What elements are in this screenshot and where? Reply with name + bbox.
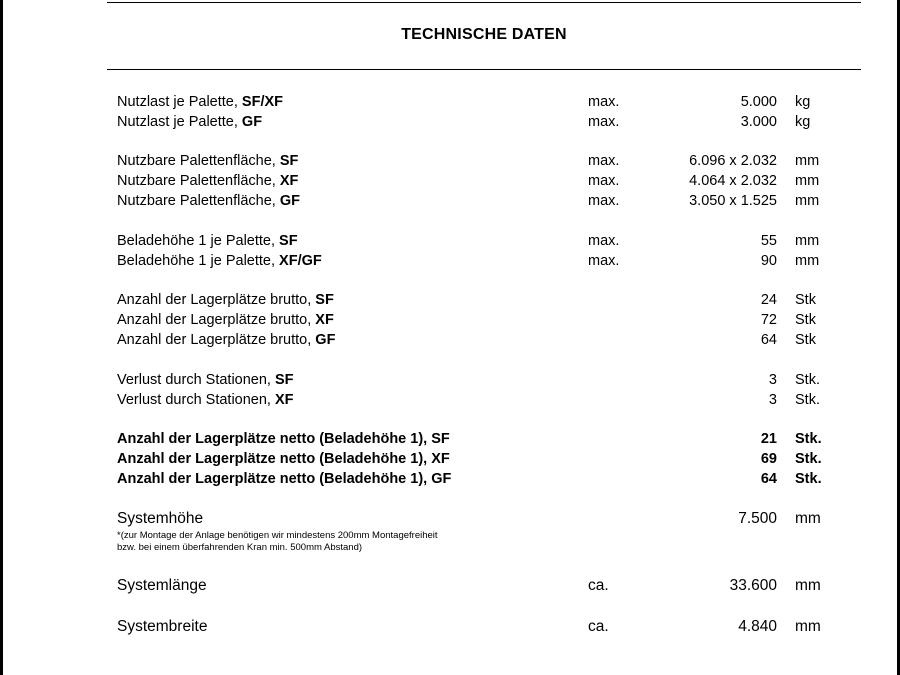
spec-value: 7.500 (738, 510, 777, 527)
spec-value: 55 (760, 233, 777, 249)
spec-qualifier: max. (588, 253, 620, 269)
spec-value: 33.600 (729, 577, 777, 594)
spec-unit: Stk. (795, 471, 822, 487)
spec-value: 3 (768, 392, 777, 408)
spec-row-nutzlast-sfxf (0, 92, 900, 112)
spec-label: Nutzbare Palettenfläche, XF (117, 173, 299, 189)
spec-value: 5.000 (740, 94, 777, 110)
spec-label: Nutzbare Palettenfläche, GF (117, 193, 300, 209)
spec-label: Anzahl der Lagerplätze brutto, SF (117, 292, 334, 308)
spec-row-brutto-sf (0, 290, 900, 310)
spec-unit: Stk (795, 332, 816, 348)
spec-unit: Stk. (795, 372, 820, 388)
spec-value: 3.050 x 1.525 (689, 193, 777, 209)
spec-unit: kg (795, 94, 811, 110)
spec-qualifier: max. (588, 173, 620, 189)
spec-label: Nutzbare Palettenfläche, SF (117, 153, 299, 169)
spec-row-netto-sf (0, 429, 900, 449)
spec-label: Nutzlast je Palette, GF (117, 114, 263, 130)
spec-value: 90 (760, 253, 777, 269)
spec-label: Anzahl der Lagerplätze brutto, GF (117, 332, 336, 348)
spec-label: Verlust durch Stationen, SF (117, 372, 294, 388)
spec-value: 21 (760, 431, 777, 447)
spec-unit: mm (795, 253, 820, 269)
spec-row-flaeche-sf (0, 151, 900, 171)
spec-row-systembreite (0, 617, 900, 637)
spec-unit: mm (795, 577, 821, 594)
spec-label: Anzahl der Lagerplätze brutto, XF (117, 312, 334, 328)
spec-row-brutto-gf (0, 330, 900, 350)
spec-label: Verlust durch Stationen, XF (117, 392, 294, 408)
spec-unit: Stk (795, 292, 816, 308)
spec-unit: Stk. (795, 451, 822, 467)
spec-unit: mm (795, 510, 821, 527)
footnote-line-2: bzw. bei einem überfahrenden Kran min. 500mm Abstand) (117, 542, 363, 553)
spec-unit: mm (795, 173, 820, 189)
spec-value: 64 (760, 332, 777, 348)
spec-qualifier: ca. (588, 577, 609, 594)
spec-row-beladehoehe-xfgf (0, 251, 900, 271)
spec-qualifier: ca. (588, 618, 609, 635)
spec-unit: kg (795, 114, 811, 130)
title-underline (107, 69, 861, 70)
spec-row-nutzlast-gf (0, 112, 900, 132)
spec-row-flaeche-gf (0, 191, 900, 211)
spec-value: 6.096 x 2.032 (689, 153, 777, 169)
spec-label: Anzahl der Lagerplätze netto (Beladehöhe 1), GF (117, 471, 452, 487)
spec-row-systemhoehe (0, 509, 900, 529)
spec-value: 3 (768, 372, 777, 388)
spec-unit: mm (795, 153, 820, 169)
spec-row-systemlaenge (0, 576, 900, 596)
spec-value: 72 (760, 312, 777, 328)
spec-value: 69 (760, 451, 777, 467)
spec-qualifier: max. (588, 233, 620, 249)
spec-value: 4.840 (738, 618, 777, 635)
spec-label: Anzahl der Lagerplätze netto (Beladehöhe 1), XF (117, 451, 450, 467)
spec-qualifier: max. (588, 193, 620, 209)
page-title: TECHNISCHE DATEN (401, 26, 567, 43)
spec-qualifier: max. (588, 114, 620, 130)
spec-qualifier: max. (588, 153, 620, 169)
spec-value: 3.000 (740, 114, 777, 130)
spec-row-netto-xf (0, 449, 900, 469)
spec-qualifier: max. (588, 94, 620, 110)
spec-unit: Stk (795, 312, 816, 328)
spec-label: Beladehöhe 1 je Palette, SF (117, 233, 298, 249)
spec-row-netto-gf (0, 469, 900, 489)
top-rule (107, 2, 861, 3)
spec-row-brutto-xf (0, 310, 900, 330)
spec-unit: Stk. (795, 392, 820, 408)
spec-label: Anzahl der Lagerplätze netto (Beladehöhe 1), SF (117, 431, 450, 447)
spec-unit: Stk. (795, 431, 822, 447)
spec-unit: mm (795, 233, 820, 249)
spec-row-flaeche-xf (0, 171, 900, 191)
spec-row-beladehoehe-sf (0, 231, 900, 251)
spec-row-verlust-xf (0, 390, 900, 410)
spec-label: Systembreite (117, 618, 208, 635)
spec-value: 24 (760, 292, 777, 308)
spec-label: Systemhöhe (117, 510, 204, 527)
spec-value: 4.064 x 2.032 (689, 173, 777, 189)
spec-label: Nutzlast je Palette, SF/XF (117, 94, 284, 110)
spec-label: Beladehöhe 1 je Palette, XF/GF (117, 253, 322, 269)
spec-unit: mm (795, 618, 821, 635)
spec-row-verlust-sf (0, 370, 900, 390)
spec-unit: mm (795, 193, 820, 209)
spec-label: Systemlänge (117, 577, 207, 594)
footnote-line-1: *(zur Montage der Anlage benötigen wir mindestens 200mm Montagefreiheit (117, 530, 438, 541)
spec-value: 64 (760, 471, 777, 487)
